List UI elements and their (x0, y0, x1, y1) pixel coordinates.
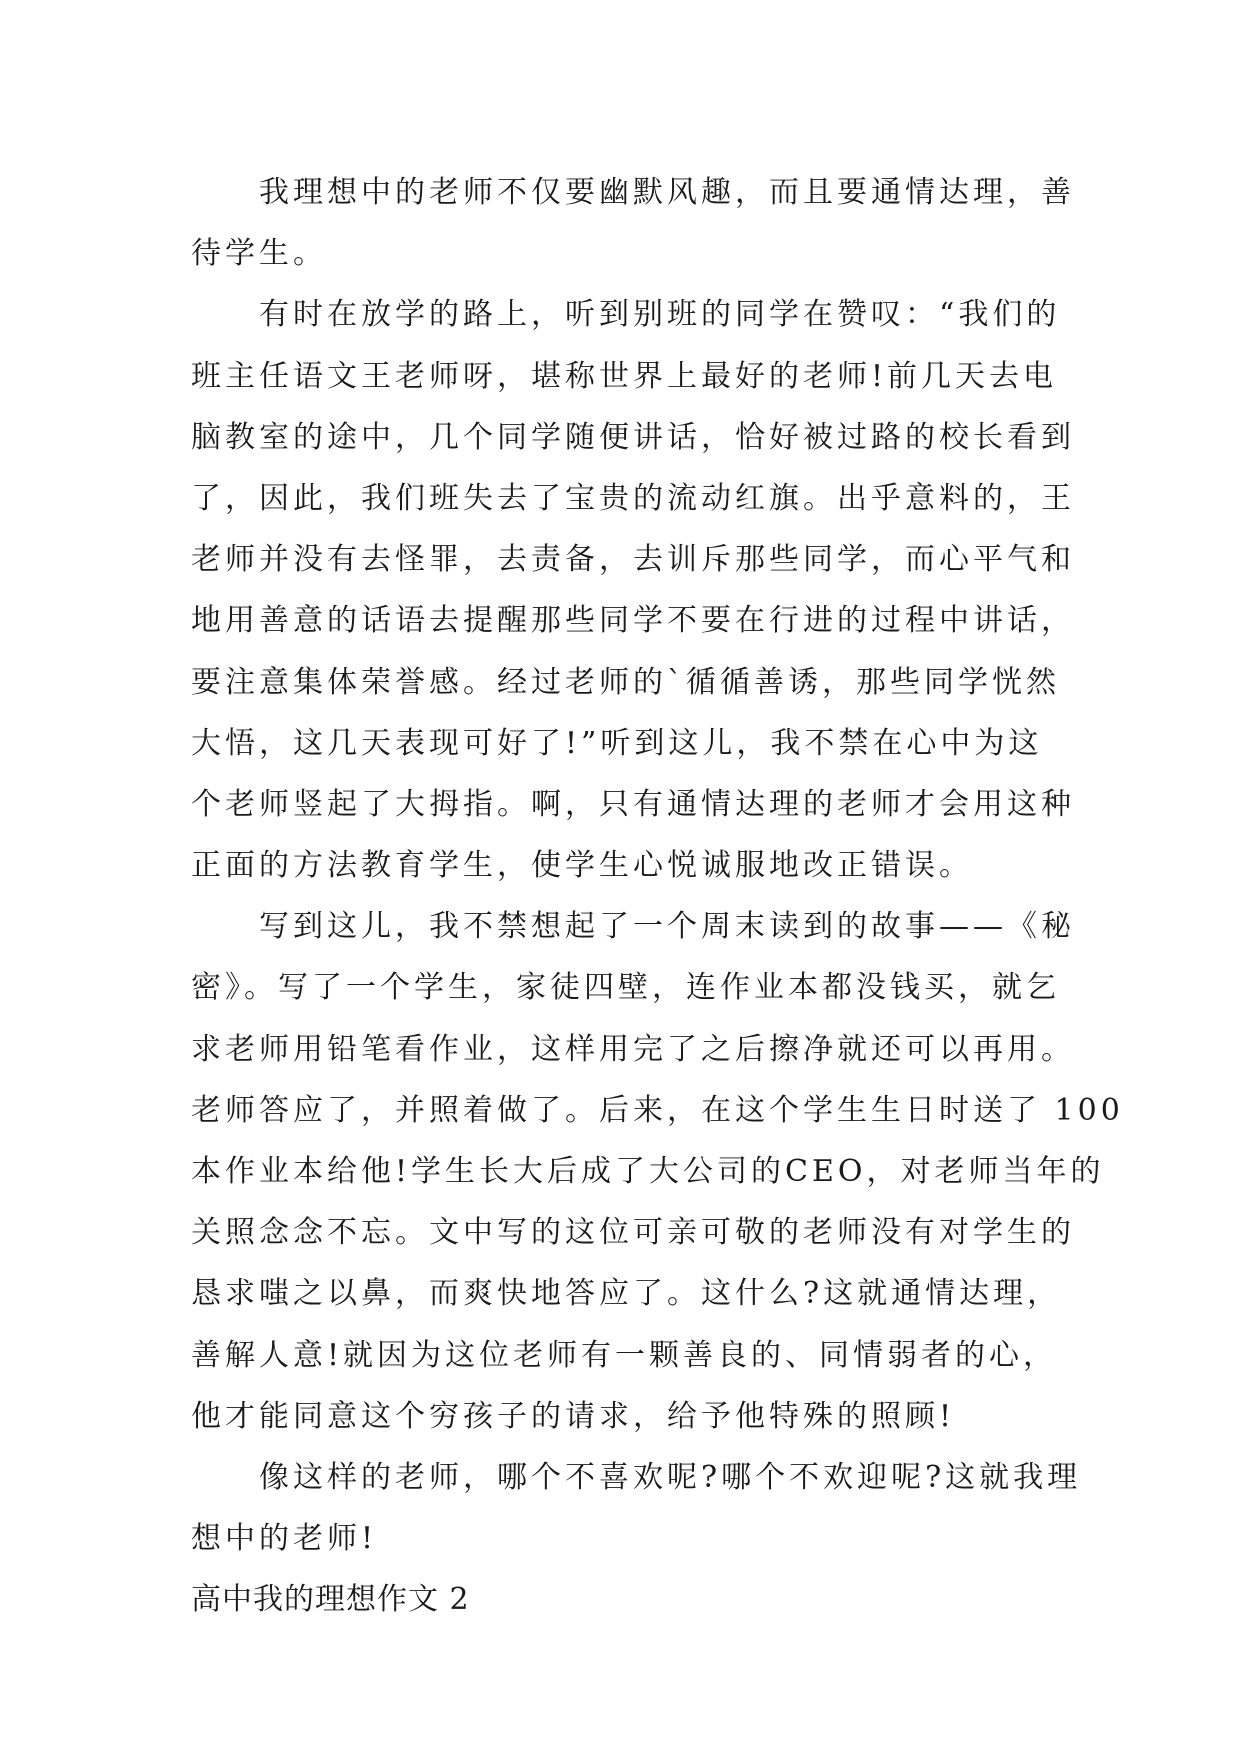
paragraph-line: 脑教室的途中，几个同学随便讲话，恰好被过路的校长看到 (191, 419, 1075, 455)
paragraph-line: 有时在放学的路上，听到别班的同学在赞叹：“我们的 (259, 297, 1061, 333)
paragraph-line: 要注意集体荣誉感。经过老师的`循循善诱，那些同学恍然 (191, 664, 1060, 700)
paragraph-line: 正面的方法教育学生，使学生心悦诚服地改正错误。 (191, 848, 973, 884)
paragraph-line: 恳求嗤之以鼻，而爽快地答应了。这什么?这就通情达理， (191, 1276, 1062, 1312)
paragraph-line: 密》。写了一个学生，家徒四壁，连作业本都没钱买，就乞 (191, 970, 1060, 1006)
paragraph-line: 地用善意的话语去提醒那些同学不要在行进的过程中讲话， (191, 603, 1075, 639)
paragraph-line: 大悟，这几天表现可好了!”听到这儿，我不禁在心中为这 (191, 725, 1043, 761)
paragraph-line: 了，因此，我们班失去了宝贵的流动红旗。出乎意料的，王 (191, 480, 1075, 516)
paragraph-line: 老师答应了，并照着做了。后来，在这个学生生日时送了 100 (191, 1092, 1124, 1128)
paragraph-line: 我理想中的老师不仅要幽默风趣，而且要通情达理，善 (259, 175, 1075, 210)
paragraph-line: 他才能同意这个穷孩子的请求，给予他特殊的照顾! (191, 1398, 956, 1434)
paragraph-line: 像这样的老师，哪个不喜欢呢?哪个不欢迎呢?这就我理 (259, 1459, 1082, 1495)
paragraph-line: 待学生。 (191, 236, 327, 272)
paragraph-line: 个老师竖起了大拇指。啊，只有通情达理的老师才会用这种 (191, 786, 1075, 822)
paragraph-line: 本作业本给他!学生长大后成了大公司的CEO，对老师当年的 (191, 1154, 1105, 1189)
paragraph-line: 求老师用铅笔看作业，这样用完了之后擦净就还可以再用。 (191, 1031, 1075, 1067)
document-body (191, 162, 1124, 1631)
section-heading: 高中我的理想作文 2 (191, 1582, 470, 1618)
paragraph-line: 老师并没有去怪罪，去责备，去训斥那些同学，而心平气和 (191, 542, 1075, 578)
paragraph-line: 写到这儿，我不禁想起了一个周末读到的故事——《秘 (259, 909, 1075, 945)
paragraph-line: 关照念念不忘。文中写的这位可亲可敬的老师没有对学生的 (191, 1215, 1075, 1251)
paragraph-line: 想中的老师! (191, 1521, 378, 1557)
paragraph-line: 善解人意!就因为这位老师有一颗善良的、同情弱者的心， (191, 1337, 1058, 1373)
paragraph-line: 班主任语文王老师呀，堪称世界上最好的老师!前几天去电 (191, 358, 1058, 394)
